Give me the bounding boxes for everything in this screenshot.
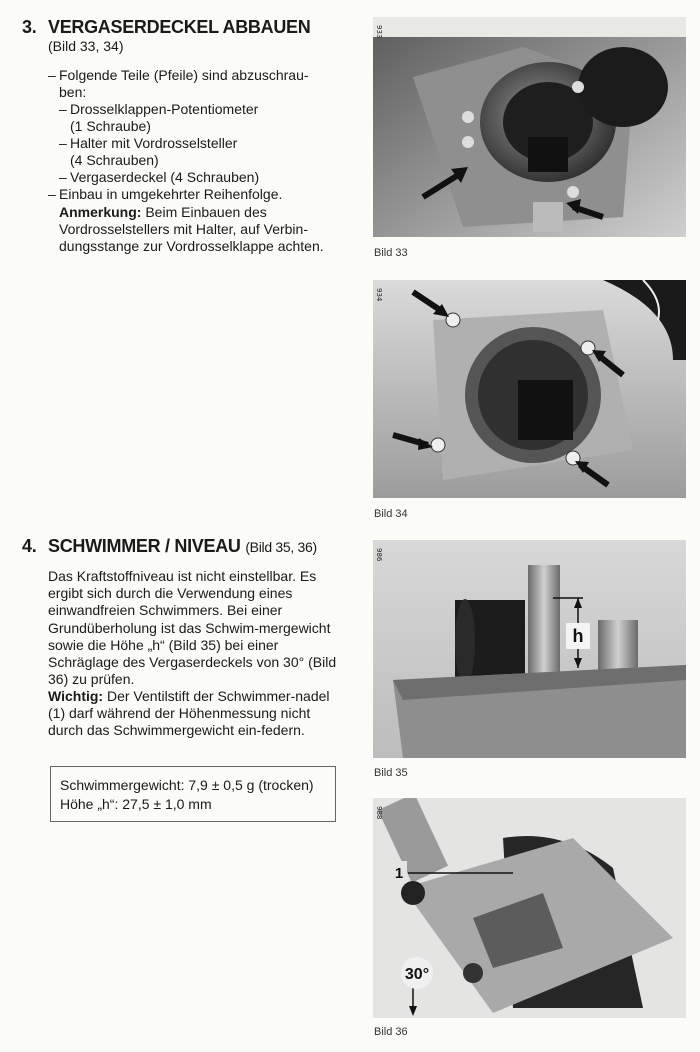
list-item <box>48 67 338 101</box>
bullet-dash: – <box>59 101 67 117</box>
caption-bild-34: Bild 34 <box>374 508 408 520</box>
label-1: 1 <box>394 865 404 882</box>
paragraph-text: Das Kraftstoffniveau ist nicht einstellbar. Es ergibt sich durch die Verwendung eines einwandfreien Schwimmers. Bei einer Grundüberholung ist das Schwim-mergewicht sowie die Höhe „h“ (Bild 35) bei einer Schräglage des Vergaserdeckels von 30° (Bild 36) zu prüfen. <box>48 568 337 688</box>
photo-bild-33 <box>373 17 686 237</box>
list-item-text: Vergaserdeckel (4 Schrauben) <box>70 169 260 185</box>
section-number: 3. <box>22 17 37 37</box>
section-4-heading <box>22 536 317 557</box>
section-4-warning <box>48 688 338 740</box>
section-title: VERGASERDECKEL ABBAUEN <box>48 17 311 37</box>
section-figure-ref: (Bild 35, 36) <box>245 539 317 555</box>
spec-float-weight: Schwimmergewicht: 7,9 ± 0,5 g (trocken) <box>60 777 314 793</box>
caption-bild-36: Bild 36 <box>374 1026 408 1038</box>
photo-stamp: 988 <box>375 806 383 820</box>
bullet-dash: – <box>48 186 56 202</box>
section-number: 4. <box>22 536 37 556</box>
note-text: Beim Einbauen des Vordrosselstellers mit Halter, auf Verbin-dungsstange zur Vordrosselklappe achten. <box>59 204 324 254</box>
spec-box <box>50 766 336 822</box>
label-angle: 30° <box>404 966 430 983</box>
list-item <box>48 186 338 203</box>
section-3-figure-ref: (Bild 33, 34) <box>48 38 124 54</box>
list-item <box>59 135 338 169</box>
list-item <box>59 169 338 186</box>
spec-height: Höhe „h“: 27,5 ± 1,0 mm <box>60 796 212 812</box>
note-label: Anmerkung: <box>59 204 142 220</box>
section-3-heading <box>22 17 310 38</box>
photo-stamp: 986 <box>375 548 383 562</box>
caption-bild-33: Bild 33 <box>374 247 408 259</box>
photo-bild-35 <box>373 540 686 758</box>
list-item <box>59 101 338 135</box>
note <box>59 204 338 255</box>
photo-bild-36 <box>373 798 686 1018</box>
bullet-dash: – <box>48 67 56 83</box>
section-4-paragraph <box>48 568 338 688</box>
section-title: SCHWIMMER / NIVEAU <box>48 536 241 556</box>
caption-bild-35: Bild 35 <box>374 767 408 779</box>
list-item-text: Einbau in umgekehrter Reihenfolge. <box>59 186 283 202</box>
photo-bild-34 <box>373 280 686 498</box>
list-item-text: Halter mit Vordrosselsteller (4 Schrauben) <box>70 135 238 168</box>
list-item-text: Drosselklappen-Potentiometer (1 Schraube) <box>70 101 259 134</box>
photo-stamp: 933 <box>375 25 383 39</box>
list-item-text: Folgende Teile (Pfeile) sind abzuschrau- ben: <box>59 67 309 100</box>
label-h: h <box>572 626 584 646</box>
section-3-list <box>48 67 338 255</box>
photo-stamp: 934 <box>375 288 383 302</box>
bullet-dash: – <box>59 135 67 151</box>
bullet-dash: – <box>59 169 67 185</box>
warning-text: Der Ventilstift der Schwimmer-nadel (1) darf während der Höhenmessung nicht durch das Schwimmergewicht ein-federn. <box>48 688 330 739</box>
warning-label: Wichtig: <box>48 688 104 704</box>
